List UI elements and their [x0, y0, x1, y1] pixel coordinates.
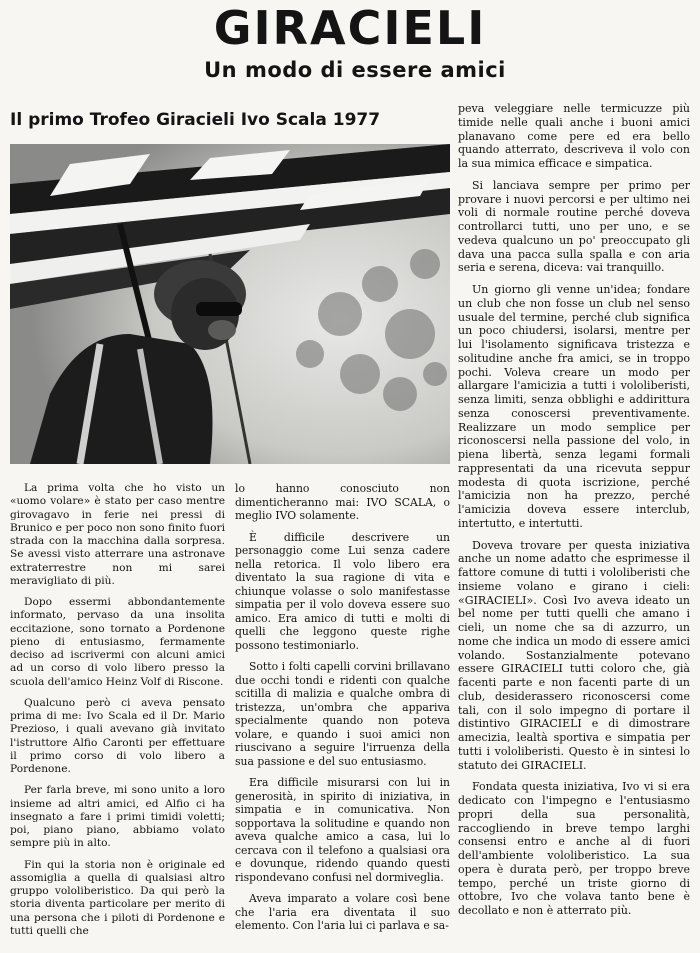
paragraph: peva veleggiare nelle termicuzze più timide nelle quali anche i buoni amici planavano come pere ed era bello quando atterrato, descriveva il volo con la sua mimica efficace e simpatica. [458, 102, 690, 170]
paragraph: La prima volta che ho visto un «uomo volare» è stato per caso mentre girovagavo in ferie nei pressi di Brunico e per poco non sono finito fuori strada con la macchina dalla sorpresa. Se avessi visto atterrare una astronave extraterrestre non mi sarei meravigliato di più. [10, 482, 225, 587]
paragraph: Per farla breve, mi sono unito a loro insieme ad altri amici, ed Alfio ci ha insegnato a fare i primi timidi voletti; poi, piano piano, abbiamo volato sempre più in alto. [10, 784, 225, 850]
paragraph: Sotto i folti capelli corvini brillavano due occhi tondi e ridenti con qualche scitilla di malizia e qualche ombra di tristezza, un'ombra che appariva specialmente quando non poteva volare, e quando i suoi amici non riuscivano a seguire l'irruenza della sua passione e del suo entusiasmo. [235, 660, 450, 768]
paragraph: Qualcuno però ci aveva pensato prima di me: Ivo Scala ed il Dr. Mario Prezioso, i quali avevano già invitato l'istruttore Alfio Caronti per effettuare il primo corso di volo libero a Pordenone. [10, 696, 225, 775]
paragraph: Fondata questa iniziativa, Ivo vi si era dedicato con l'impegno e l'entusiasmo propri della sua personalità, raccogliendo in breve tempo larghi consensi entro e anche al di fuori dell'ambiente vololiberistico. La sua opera è durata però, per troppo breve tempo, perché un triste giorno di ottobre, Ivo che volava tanto bene è decollato e non è atterrato più. [458, 780, 690, 917]
article-column-2 [235, 482, 450, 941]
paragraph: Aveva imparato a volare così bene che l'aria era diventata il suo elemento. Con l'aria lui ci parlava e sa- [235, 892, 450, 932]
article-column-1 [10, 482, 225, 946]
masthead-subtitle: Un modo di essere amici [204, 58, 506, 82]
paragraph: lo hanno conosciuto non dimenticheranno mai: IVO SCALA, o meglio IVO solamente. [235, 482, 450, 522]
paragraph: Fin qui la storia non è originale ed assomiglia a quella di qualsiasi altro gruppo vololiberistico. Da qui però la storia diventa particolare per merito di una persona che i piloti di Pordenone e tutti quelli che [10, 858, 225, 937]
paragraph: Si lanciava sempre per primo per provare i nuovi percorsi e per ultimo nei voli di normale routine perché doveva controllarci tutti, uno per uno, e se vedeva qualcuno un po' preoccupato gli dava una pacca sulla spalla e con aria seria e serena, diceva: vai tranquillo. [458, 178, 690, 275]
paragraph: Doveva trovare per questa iniziativa anche un nome adatto che esprimesse il fattore comune di tutti i vololiberisti che insieme volano e girano i cieli: «GIRACIELI». Così Ivo aveva ideato un bel nome per tutti quelli che amano i cieli, un nome che sa di azzurro, un nome che indica un modo di essere amici volando. Sostanzialmente potevano essere GIRACIELI tutti coloro che, già facenti parte e non facenti parte di un club, desiderassero riconoscersi come tali, con il solo impegno di portare il distintivo GIRACIELI e di dimostrare amecizia, lealtà sportiva e simpatia per tutti i vololiberisti. Questo è in sintesi lo statuto dei GIRACIELI. [458, 538, 690, 772]
paragraph: Era difficile misurarsi con lui in generosità, in spirito di iniziativa, in simpatia e in comunicativa. Non sopportava la solitudine e quando non aveva qualche amico a casa, lui lo cercava con il telefono a qualsiasi ora e dovunque, ridendo quando questi rispondevano confusi nel dormiveglia. [235, 776, 450, 884]
paragraph: Dopo essermi abbondantemente informato, pervaso da una insolita eccitazione, sono tornato a Pordenone pieno di entusiasmo, fermamente deciso ad iscrivermi con alcuni amici ad un corso di volo libero presso la scuola dell'amico Heinz Volf di Riscone. [10, 596, 225, 688]
masthead-title: GIRACIELI [213, 1, 487, 55]
article-headline: Il primo Trofeo Giracieli Ivo Scala 1977 [10, 110, 381, 130]
article-column-3 [458, 102, 690, 926]
hang-glider-pilot-photo [10, 144, 450, 464]
paragraph: È difficile descrivere un personaggio come Lui senza cadere nella retorica. Il volo libero era diventato la sua ragione di vita e chiunque volasse o solo manifestasse simpatia per il volo doveva essere suo amico. Era amico di tutti e molti di quelli che leggono queste righe possono testimoniarlo. [235, 530, 450, 652]
paragraph: Un giorno gli venne un'idea; fondare un club che non fosse un club nel senso usuale del termine, perché club significa un poco chiudersi, isolarsi, mentre per lui l'isolamento significava tristezza e solitudine anche fra amici, se in troppo pochi. Voleva creare un modo per allargare l'amicizia a tutti i vololiberisti, senza limiti, senza obblighi e addirittura senza conoscersi preventivamente. Realizzare un modo semplice per riconoscersi nella passione del volo, in piena libertà, senza legami formali rappresentati da una ricevuta seppur modesta di quota iscrizione, perché l'amicizia non ha prezzo, perché l'amicizia doveva essere interclub, intertutto, e intertutti. [458, 283, 690, 530]
